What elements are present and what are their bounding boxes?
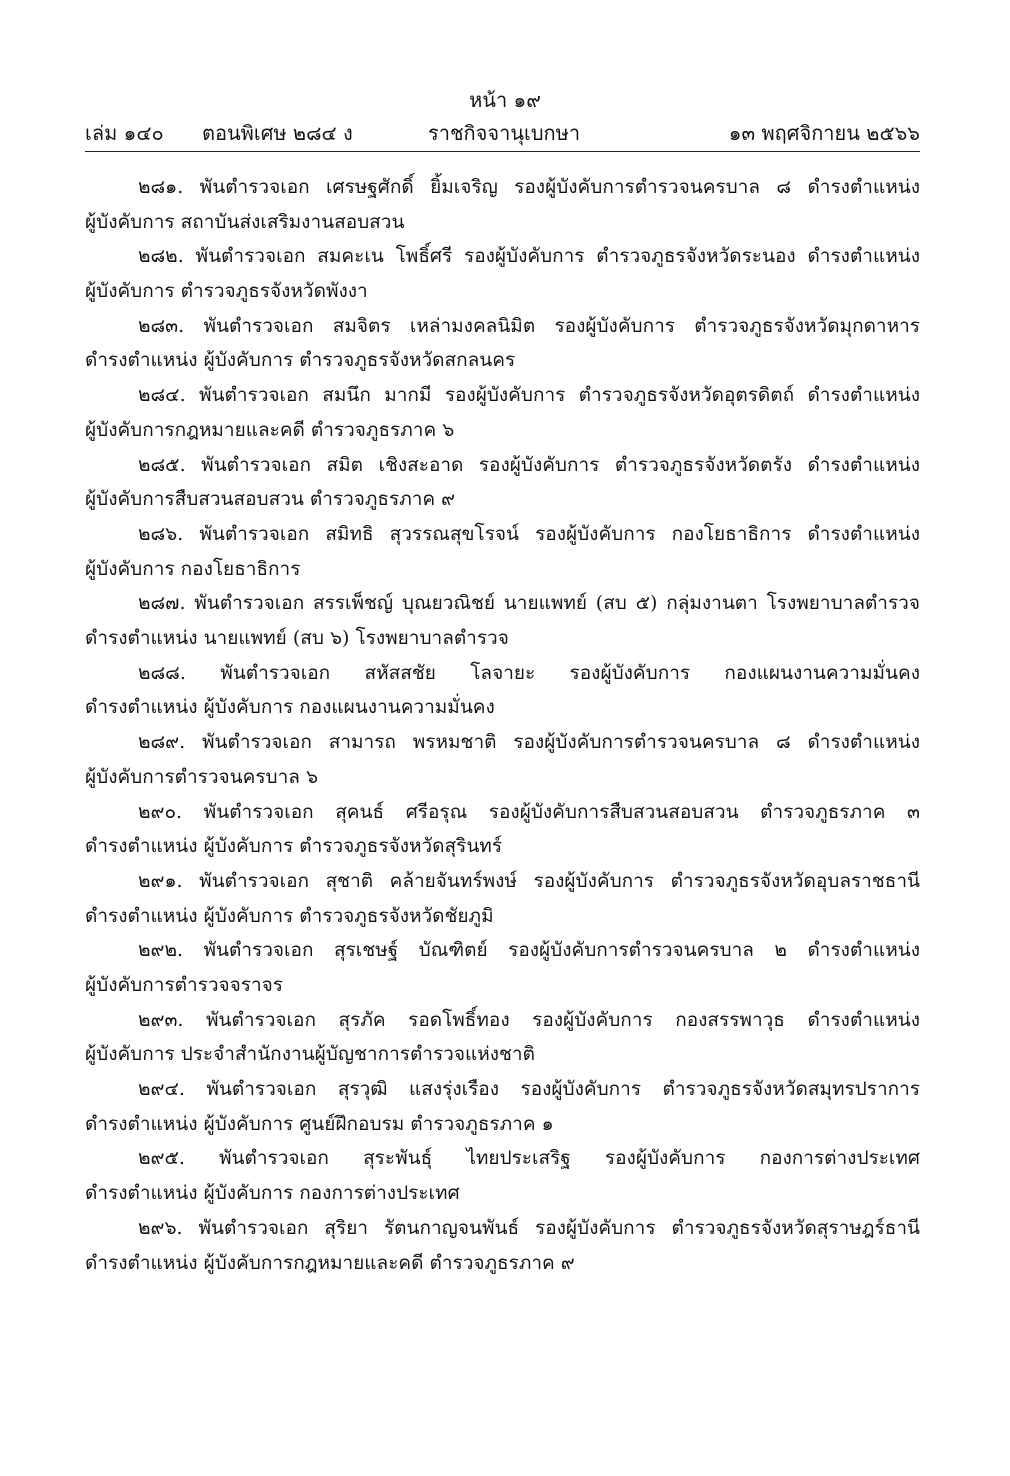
- appointment-entry: [85, 933, 920, 1002]
- appointment-entry: [85, 586, 920, 655]
- header-date: ๑๓ พฤศจิกายน ๒๕๖๖: [728, 121, 920, 145]
- appointment-entry: [85, 378, 920, 447]
- entry-first-line: ๒๘๔. พันตำรวจเอก สมนึก มากมี รองผู้บังคับการ ตำรวจภูธรจังหวัดอุตรดิตถ์ ดำรงตำแหน่ง: [138, 384, 920, 407]
- appointment-entry: [85, 725, 920, 794]
- appointment-entry: [85, 1141, 920, 1210]
- entry-second-line: ผู้บังคับการ กองโยธาธิการ: [85, 557, 301, 580]
- entry-first-line: ๒๙๖. พันตำรวจเอก สุริยา รัตนกาญจนพันธ์ รองผู้บังคับการ ตำรวจภูธรจังหวัดสุราษฎร์ธานี: [138, 1216, 920, 1239]
- appointment-entry: [85, 239, 920, 308]
- entry-first-line: ๒๙๓. พันตำรวจเอก สุรภัค รอดโพธิ์ทอง รองผู้บังคับการ กองสรรพาวุธ ดำรงตำแหน่ง: [138, 1008, 920, 1031]
- entry-first-line: ๒๙๑. พันตำรวจเอก สุชาติ คล้ายจันทร์พงษ์ รองผู้บังคับการ ตำรวจภูธรจังหวัดอุบลราชธานี: [138, 869, 920, 892]
- appointment-entry: [85, 1003, 920, 1072]
- entry-second-line: ผู้บังคับการ ตำรวจภูธรจังหวัดพังงา: [85, 280, 368, 303]
- entry-second-line: ดำรงตำแหน่ง ผู้บังคับการกฎหมายและคดี ตำรวจภูธรภาค ๙: [85, 1251, 575, 1274]
- document-header: [85, 118, 920, 148]
- appointment-entry: [85, 795, 920, 864]
- appointment-list: [85, 170, 920, 1280]
- entry-second-line: ผู้บังคับการตำรวจนครบาล ๖: [85, 765, 319, 788]
- header-section: ตอนพิเศษ ๒๘๔ ง: [202, 121, 353, 145]
- entry-first-line: ๒๘๘. พันตำรวจเอก สหัสสชัย โลจายะ รองผู้บังคับการ กองแผนงานความมั่นคง: [138, 661, 920, 684]
- appointment-entry: [85, 517, 920, 586]
- entry-second-line: ผู้บังคับการ สถาบันส่งเสริมงานสอบสวน: [85, 210, 405, 233]
- entry-second-line: ดำรงตำแหน่ง นายแพทย์ (สบ ๖) โรงพยาบาลตำรวจ: [85, 627, 509, 650]
- appointment-entry: [85, 448, 920, 517]
- entry-first-line: ๒๘๕. พันตำรวจเอก สมิต เชิงสะอาด รองผู้บังคับการ ตำรวจภูธรจังหวัดตรัง ดำรงตำแหน่ง: [138, 453, 920, 476]
- entry-first-line: ๒๘๑. พันตำรวจเอก เศรษฐศักดิ์ ยิ้มเจริญ รองผู้บังคับการตำรวจนครบาล ๘ ดำรงตำแหน่ง: [138, 176, 920, 198]
- entry-first-line: ๒๘๓. พันตำรวจเอก สมจิตร เหล่ามงคลนิมิต รองผู้บังคับการ ตำรวจภูธรจังหวัดมุกดาหาร: [138, 314, 920, 337]
- entry-second-line: ผู้บังคับการ ประจำสำนักงานผู้บัญชาการตำรวจแห่งชาติ: [85, 1043, 535, 1066]
- entry-first-line: ๒๘๙. พันตำรวจเอก สามารถ พรหมชาติ รองผู้บังคับการตำรวจนครบาล ๘ ดำรงตำแหน่ง: [138, 731, 920, 754]
- appointment-entry: [85, 864, 920, 933]
- entry-second-line: ดำรงตำแหน่ง ผู้บังคับการ ตำรวจภูธรจังหวัดสกลนคร: [85, 349, 516, 372]
- appointment-entry: [85, 1211, 920, 1280]
- page-number: หน้า ๑๙: [469, 88, 541, 112]
- entry-second-line: ดำรงตำแหน่ง ผู้บังคับการ กองการต่างประเทศ: [85, 1182, 460, 1205]
- entry-second-line: ดำรงตำแหน่ง ผู้บังคับการ ศูนย์ฝึกอบรม ตำรวจภูธรภาค ๑: [85, 1112, 554, 1135]
- entry-first-line: ๒๙๐. พันตำรวจเอก สุคนธ์ ศรีอรุณ รองผู้บังคับการสืบสวนสอบสวน ตำรวจภูธรภาค ๓: [138, 800, 920, 823]
- entry-first-line: ๒๘๒. พันตำรวจเอก สมคะเน โพธิ์ศรี รองผู้บังคับการ ตำรวจภูธรจังหวัดระนอง ดำรงตำแหน่ง: [138, 245, 920, 268]
- header-divider: [85, 151, 920, 152]
- entry-second-line: ผู้บังคับการกฎหมายและคดี ตำรวจภูธรภาค ๖: [85, 418, 455, 441]
- entry-first-line: ๒๙๒. พันตำรวจเอก สุรเชษฐ์ บัณฑิตย์ รองผู้บังคับการตำรวจนครบาล ๒ ดำรงตำแหน่ง: [138, 939, 920, 962]
- entry-first-line: ๒๘๗. พันตำรวจเอก สรรเพ็ชญ์ บุณยวณิชย์ นายแพทย์ (สบ ๕) กลุ่มงานตา โรงพยาบาลตำรวจ: [138, 592, 920, 615]
- entry-first-line: ๒๘๖. พันตำรวจเอก สมิทธิ สุวรรณสุขโรจน์ รองผู้บังคับการ กองโยธาธิการ ดำรงตำแหน่ง: [138, 522, 920, 545]
- entry-second-line: ดำรงตำแหน่ง ผู้บังคับการ ตำรวจภูธรจังหวัดชัยภูมิ: [85, 904, 494, 927]
- appointment-entry: [85, 309, 920, 378]
- appointment-entry: [85, 170, 920, 239]
- entry-second-line: ผู้บังคับการสืบสวนสอบสวน ตำรวจภูธรภาค ๙: [85, 488, 456, 511]
- entry-second-line: ดำรงตำแหน่ง ผู้บังคับการ กองแผนงานความมั่นคง: [85, 696, 495, 719]
- entry-second-line: ดำรงตำแหน่ง ผู้บังคับการ ตำรวจภูธรจังหวัดสุรินทร์: [85, 835, 503, 858]
- header-volume: เล่ม ๑๔๐: [85, 121, 164, 145]
- entry-first-line: ๒๙๔. พันตำรวจเอก สุรวุฒิ แสงรุ่งเรือง รองผู้บังคับการ ตำรวจภูธรจังหวัดสมุทรปราการ: [138, 1078, 920, 1101]
- entry-first-line: ๒๙๕. พันตำรวจเอก สุระพันธุ์ ไทยประเสริฐ รองผู้บังคับการ กองการต่างประเทศ: [138, 1147, 920, 1170]
- header-publication: ราชกิจจานุเบกษา: [428, 121, 581, 145]
- appointment-entry: [85, 656, 920, 725]
- appointment-entry: [85, 1072, 920, 1141]
- entry-second-line: ผู้บังคับการตำรวจจราจร: [85, 974, 283, 996]
